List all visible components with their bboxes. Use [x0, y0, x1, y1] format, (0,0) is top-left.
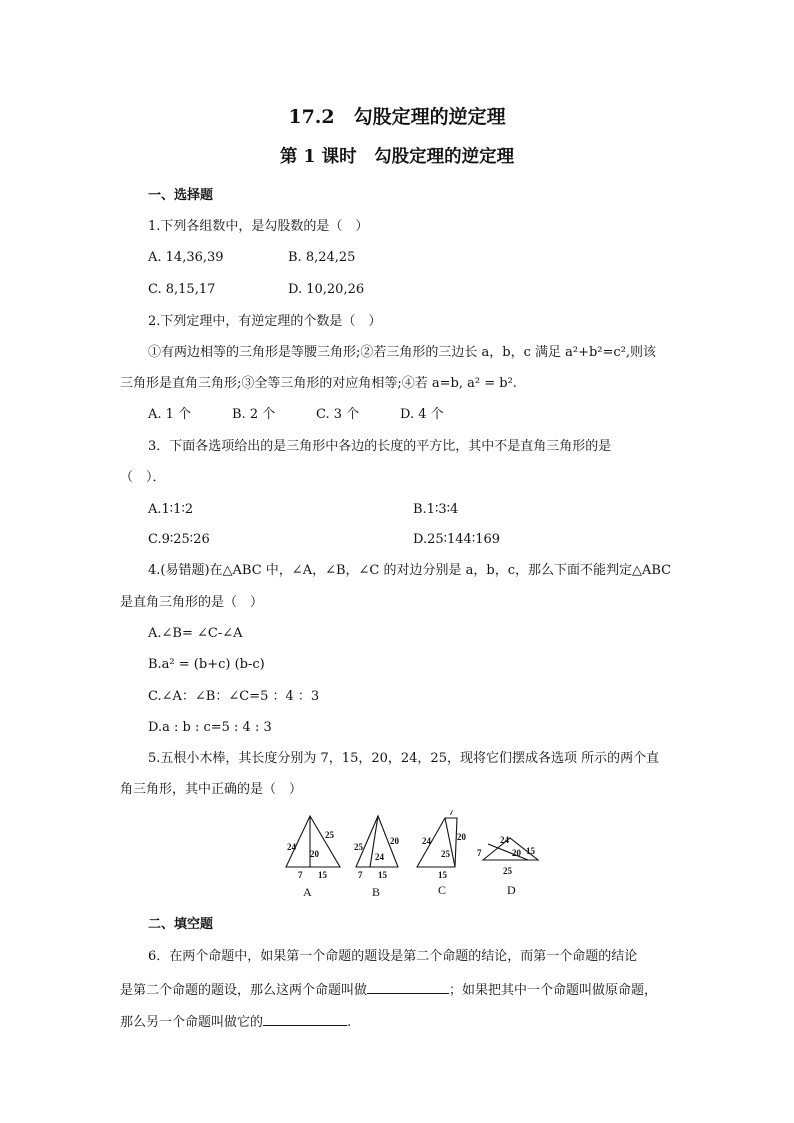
q2-option-c: C. 3 个: [316, 407, 360, 422]
q6-line2-text-b: ；如果把其中一个命题叫做原命题，: [449, 983, 658, 998]
q6-answer-blank-2[interactable]: [263, 1013, 347, 1026]
q2-option-d: D. 4 个: [400, 407, 444, 422]
q6-line3-text-b: .: [347, 1015, 352, 1030]
fig-d-n2: 7: [477, 848, 482, 858]
fig-a-n4: 7: [298, 870, 303, 880]
q3-option-d: D.25∶144∶169: [413, 532, 501, 547]
fig-a-n2: 25: [325, 830, 334, 840]
q2-statement-line2: 三角形是直角三角形;③全等三角形的对应角相等;④若 a=b, a² = b².: [120, 376, 517, 391]
q5-stem-line2: 角三角形，其中正确的是（ ）: [120, 782, 303, 797]
fig-a-n5: 15: [318, 870, 327, 880]
page-title: 17.2 勾股定理的逆定理: [288, 106, 506, 128]
q6-stem-line2: [120, 981, 657, 997]
fig-d-label: D: [507, 883, 516, 897]
q4-option-a: A.∠B= ∠C-∠A: [148, 626, 243, 641]
fig-c-n2: 24: [422, 836, 431, 846]
section-heading-fill: 二、填空题: [148, 917, 214, 932]
q3-stem-line1: 3．下面各选项给出的是三角形中各边的长度的平方比，其中不是直角三角形的是: [148, 439, 612, 454]
q4-stem-line1: 4.(易错题)在△ABC 中，∠A，∠B，∠C 的对边分别是 a，b，c，那么下面不能判定△ABC: [148, 563, 672, 578]
fig-c-n3: 20: [457, 832, 466, 842]
q6-stem-line3: [120, 1013, 351, 1029]
q2-option-b: B. 2 个: [232, 407, 276, 422]
q6-stem-line1: 6．在两个命题中，如果第一个命题的题设是第二个命题的结论，而第一个命题的结论: [148, 949, 638, 964]
fig-d-n3: 20: [512, 848, 521, 858]
fig-a-n1: 24: [287, 842, 296, 852]
q1-option-a: A. 14,36,39: [148, 250, 224, 265]
q4-option-d: D.a : b : c=5 : 4 : 3: [148, 720, 272, 735]
section-heading-choice: 一、选择题: [148, 188, 214, 203]
q3-option-b: B.1∶3∶4: [413, 502, 459, 517]
fig-b-n1: 25: [354, 842, 363, 852]
q4-option-c: C.∠A：∠B：∠C=5 ：4 ：3: [148, 689, 320, 704]
q4-option-b: B.a² = (b+c) (b-c): [148, 657, 265, 672]
q4-stem-line2: 是直角三角形的是（ ）: [120, 595, 264, 610]
q5-stem-line1: 5.五根小木棒，其长度分别为 7，15，20，24，25，现将它们摆成各选项 所示的两个直: [148, 751, 660, 766]
page-subtitle: 第 1 课时 勾股定理的逆定理: [279, 147, 515, 167]
q6-answer-blank-1[interactable]: [367, 981, 449, 994]
q2-stem: 2.下列定理中，有逆定理的个数是（ ）: [148, 314, 382, 329]
q5-triangle-figures: [270, 810, 560, 905]
q1-option-b: B. 8,24,25: [288, 250, 356, 265]
fig-b-label: B: [372, 885, 381, 899]
fig-a-n3: 20: [310, 849, 319, 859]
q6-line2-text-a: 是第二个命题的题设，那么这两个命题叫做: [120, 983, 368, 998]
q2-option-a: A. 1 个: [148, 407, 192, 422]
q6-line3-text-a: 那么另一个命题叫做它的: [120, 1015, 264, 1030]
fig-b-n5: 15: [378, 870, 387, 880]
fig-c-label: C: [438, 883, 447, 897]
q1-stem: 1.下列各组数中，是勾股数的是（ ）: [148, 219, 369, 234]
q1-option-d: D. 10,20,26: [288, 282, 365, 297]
q3-stem-line2: （ ）．: [120, 470, 166, 485]
fig-a-label: A: [303, 885, 312, 899]
fig-b-n3: 24: [375, 852, 384, 862]
fig-d-n1: 24: [500, 835, 509, 845]
fig-b-n4: 7: [358, 870, 363, 880]
q2-statement-line1: ①有两边相等的三角形是等腰三角形;②若三角形的三边长 a，b，c 满足 a²+b²=c²,则该: [148, 345, 657, 360]
fig-d-n4: 15: [526, 846, 535, 856]
q3-option-c: C.9∶25∶26: [148, 532, 210, 547]
fig-c-n5: 15: [438, 870, 447, 880]
q3-option-a: A.1∶1∶2: [148, 502, 194, 517]
fig-c-n1: 7: [449, 810, 454, 817]
q1-option-c: C. 8,15,17: [148, 282, 216, 297]
fig-b-n2: 20: [390, 836, 399, 846]
fig-d-n5: 25: [503, 866, 512, 876]
fig-c-n4: 25: [441, 849, 450, 859]
